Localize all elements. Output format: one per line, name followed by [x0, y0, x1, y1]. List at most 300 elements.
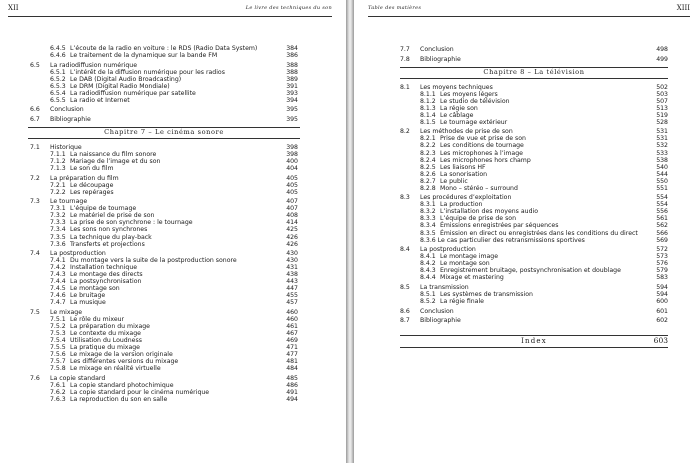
toc-entry-page: 544 [656, 170, 668, 178]
toc-entry[interactable] [400, 105, 668, 112]
toc-entry-number: 7.3.2 [50, 212, 66, 220]
toc-entry-number: 7.4.2 [50, 264, 66, 272]
toc-entry-page: 408 [286, 212, 298, 220]
toc-entry[interactable] [400, 230, 668, 237]
toc-entry[interactable] [400, 171, 668, 178]
toc-entry[interactable] [30, 330, 298, 337]
toc-entry-number: 8.2.4 [420, 156, 436, 164]
toc-entry-title: Le rôle du mixeur [70, 316, 125, 324]
toc-entry-page: 601 [656, 307, 668, 315]
toc-entry-title: Mixage et mastering [440, 274, 504, 282]
index-page-number: 603 [653, 336, 668, 346]
toc-entry-number: 8.2.1 [420, 135, 436, 143]
toc-entry-title: Les conditions de tournage [440, 142, 524, 150]
chapter-heading [28, 127, 300, 139]
toc-entry[interactable] [400, 246, 668, 253]
toc-entry[interactable] [400, 119, 668, 126]
toc-entry[interactable] [30, 396, 298, 403]
toc-entry-page: 477 [286, 351, 298, 359]
toc-entry[interactable] [30, 271, 298, 278]
toc-entry-number: 8.3.4 [420, 222, 436, 230]
toc-entry-title: Les liaisons HF [440, 163, 486, 171]
toc-entry-page: 532 [656, 142, 668, 150]
toc-entry-title: La technique du play-back [70, 233, 152, 241]
toc-entry-page: 531 [656, 135, 668, 143]
toc-entry[interactable] [30, 151, 298, 158]
page-number: XII [8, 4, 19, 12]
toc-entry[interactable] [30, 182, 298, 189]
toc-entry-page: 484 [286, 365, 298, 373]
toc-entry-title: Les différentes versions du mixage [70, 358, 179, 366]
chapter-title: Chapitre 7 – Le cinéma sonore [100, 128, 228, 136]
toc-entry-number: 7.4 [30, 250, 40, 258]
toc-entry-number: 7.3.1 [50, 205, 66, 213]
toc-entry-title: Le montage son [440, 260, 490, 268]
running-header-left [8, 4, 332, 17]
toc-entry-page: 443 [286, 278, 298, 286]
toc-entries-before-chapter [30, 45, 298, 123]
toc-entry-number: 6.5.1 [50, 68, 66, 76]
toc-entry-title: Du montage vers la suite de la postproduction sonore [70, 257, 237, 265]
toc-entry-page: 538 [656, 156, 668, 164]
toc-entry-number: 8.4.3 [420, 267, 436, 275]
toc-entry-number: 7.3.6 [50, 240, 66, 248]
toc-entry[interactable] [30, 45, 298, 52]
chapter-heading [400, 67, 668, 79]
toc-entry-number: 7.5.7 [50, 358, 66, 366]
toc-entry[interactable] [400, 128, 668, 135]
toc-entry-title: Les moyens légers [440, 90, 498, 98]
toc-entry-number: 7.2.2 [50, 188, 66, 196]
toc-entry-page: 395 [286, 115, 298, 123]
toc-entry-page: 386 [286, 52, 298, 60]
toc-entry[interactable] [400, 260, 668, 267]
toc-entry-page: 583 [656, 274, 668, 282]
toc-entry-page: 425 [286, 226, 298, 234]
toc-entry-page: 528 [656, 118, 668, 126]
running-title: Le livre des techniques du son [245, 5, 332, 11]
toc-entry-page: 461 [286, 323, 298, 331]
toc-entry-page: 460 [286, 309, 298, 316]
toc-entry-page: 407 [286, 205, 298, 213]
toc-entry[interactable] [30, 250, 298, 257]
toc-entry-number: 6.5.4 [50, 89, 66, 97]
toc-entry-title: La préparation du mixage [70, 323, 150, 331]
toc-entry[interactable] [400, 46, 668, 53]
toc-entry-page: 405 [286, 174, 298, 182]
toc-entry-number: 7.2.1 [50, 181, 66, 189]
toc-entry-title: La naissance du film sonore [70, 151, 157, 159]
toc-entry[interactable] [400, 135, 668, 142]
toc-entry-page: 455 [286, 292, 298, 300]
toc-entry[interactable] [30, 212, 298, 219]
toc-entry-page: 400 [286, 158, 298, 166]
toc-entry[interactable] [400, 150, 668, 157]
right-page [354, 0, 700, 463]
toc-chapter-entries [30, 144, 298, 403]
toc-entry[interactable] [400, 56, 668, 63]
toc-entry[interactable] [30, 175, 298, 182]
toc-entry[interactable] [30, 257, 298, 264]
toc-entry[interactable] [400, 164, 668, 171]
toc-entry[interactable] [30, 165, 298, 172]
toc-entry[interactable] [400, 157, 668, 164]
toc-entry-number: 8.7 [400, 317, 410, 325]
toc-entry-title: La régie finale [440, 297, 484, 305]
toc-entry-page: 481 [286, 358, 298, 366]
toc-entry-page: 533 [656, 149, 668, 157]
toc-entry-number: 6.5 [30, 61, 40, 69]
toc-entry-number: 7.5.2 [50, 323, 66, 331]
toc-entry[interactable] [30, 144, 298, 151]
toc-entry[interactable] [30, 69, 298, 76]
toc-entry-page: 579 [656, 267, 668, 275]
toc-entry[interactable] [30, 299, 298, 306]
toc-entry-page: 395 [286, 106, 298, 114]
toc-entry-title: Le câblage [440, 111, 474, 119]
toc-entry-page: 394 [286, 96, 298, 104]
toc-entry-page: 426 [286, 240, 298, 248]
toc-entry-title: Le matériel de prise de son [70, 212, 155, 220]
toc-entry[interactable] [30, 375, 298, 382]
toc-entry-number: 6.7 [30, 115, 40, 123]
toc-entry-page: 391 [286, 82, 298, 90]
toc-entry[interactable] [30, 278, 298, 285]
toc-entry[interactable] [400, 317, 668, 324]
toc-entry-page: 426 [286, 233, 298, 241]
toc-entry-number: 8.2.5 [420, 163, 436, 171]
toc-entry[interactable] [400, 222, 668, 229]
toc-entry-page: 594 [656, 290, 668, 298]
toc-entry-page: 600 [656, 297, 668, 305]
toc-entry-title: Le son du film [70, 165, 114, 173]
toc-entry-title: Enregistrement bruitage, postsynchronisation et doublage [440, 267, 621, 275]
toc-entry-title: La radio et Internet [70, 96, 130, 104]
toc-entry-title: La transmission [420, 283, 469, 291]
toc-entry-title: Le montage image [440, 253, 499, 261]
toc-entry-number: 7.5.5 [50, 344, 66, 352]
toc-entry-title: La copie standard photochimique [70, 381, 174, 389]
toc-entry-page: 430 [286, 250, 298, 258]
toc-entry-title: Le tournage extérieur [440, 118, 508, 126]
toc-entry-number: 7.4.6 [50, 292, 66, 300]
toc-entry[interactable] [400, 267, 668, 274]
toc-entry-number: 6.4.6 [50, 52, 66, 60]
toc-entry-page: 491 [286, 389, 298, 397]
toc-entry-number: 8.3.3 [420, 215, 436, 223]
toc-entry-title: La postproduction [420, 246, 476, 254]
toc-entry-number: 7.1.3 [50, 165, 66, 173]
toc-entry-title: Le bruitage [70, 292, 106, 300]
toc-entry-title: Bibliographie [420, 55, 461, 63]
toc-entry-number: 7.5 [30, 309, 40, 316]
toc-entry-page: 485 [286, 374, 298, 382]
book-gutter [346, 0, 354, 463]
toc-entry-title: La musique [70, 299, 106, 307]
toc-entry-page: 572 [656, 246, 668, 254]
toc-entry-title: Conclusion [50, 106, 84, 114]
toc-entry-page: 404 [286, 165, 298, 173]
toc-entry-title: Conclusion [420, 307, 454, 315]
toc-entry-number: 7.3.5 [50, 233, 66, 241]
toc-entry-number: 6.5.5 [50, 96, 66, 104]
toc-entry-number: 7.2 [30, 174, 40, 182]
toc-entry-title: L’installation des moyens audio [440, 208, 539, 216]
toc-entry-page: 405 [286, 188, 298, 196]
toc-entry-title: Les repérages [70, 188, 114, 196]
toc-entry[interactable] [400, 142, 668, 149]
toc-entry-number: 8.4.4 [420, 274, 436, 282]
toc-entry-title: Mariage de l’image et du son [70, 158, 161, 166]
toc-entry-number: 7.1.2 [50, 158, 66, 166]
toc-entry[interactable] [30, 106, 298, 113]
toc-entry-title: Les systèmes de transmission [440, 290, 533, 298]
toc-entry-title: Conclusion [420, 46, 454, 53]
toc-entry[interactable] [30, 285, 298, 292]
toc-entry-number: 8.1.1 [420, 90, 436, 98]
toc-entry-page: 388 [286, 61, 298, 69]
toc-entry-number: 6.4.5 [50, 45, 66, 52]
toc-entry-page: 398 [286, 143, 298, 151]
toc-entry-number: 8.5 [400, 283, 410, 291]
toc-entry[interactable] [30, 158, 298, 165]
toc-column-left [30, 45, 298, 403]
toc-entry-title: Le studio de télévision [440, 97, 510, 105]
toc-entry-page: 569 [656, 236, 668, 244]
toc-entry-title: Émission en direct ou enregistrées dans les conditions du direct [440, 229, 638, 237]
toc-entry-number: 8.5.1 [420, 290, 436, 298]
toc-entry[interactable] [400, 253, 668, 260]
toc-entry-title: Bibliographie [420, 317, 461, 325]
toc-entry[interactable] [400, 291, 668, 298]
toc-entry-number: 8.6 [400, 307, 410, 315]
chapter-title: Chapitre 8 – La télévision [479, 68, 588, 76]
toc-entry-title: La reproduction du son en salle [70, 396, 168, 404]
toc-entry-page: 562 [656, 222, 668, 230]
toc-entry-title: La prise de son synchrone : le tournage [70, 219, 193, 227]
toc-entry-page: 499 [656, 55, 668, 63]
toc-entry[interactable] [30, 116, 298, 123]
toc-entry-page: 507 [656, 97, 668, 105]
toc-entry[interactable] [400, 112, 668, 119]
toc-entry-page: 471 [286, 344, 298, 352]
toc-entry[interactable] [30, 234, 298, 241]
toc-entry-title: Prise de vue et prise de son [440, 135, 526, 143]
toc-entry-title: La copie standard [50, 374, 106, 382]
toc-entry-title: La sonorisation [440, 170, 488, 178]
toc-entry-page: 405 [286, 181, 298, 189]
toc-entry-title: La copie standard pour le cinéma numérique [70, 389, 210, 397]
toc-entry-number: 7.5.4 [50, 337, 66, 345]
toc-entry[interactable] [30, 90, 298, 97]
toc-entry-title: Les procédures d’exploitation [420, 194, 512, 202]
toc-entry-title: Mono – stéréo – surround [440, 184, 518, 192]
toc-entry-number: 8.2.2 [420, 142, 436, 150]
toc-entry[interactable] [30, 241, 298, 248]
toc-entry[interactable] [30, 226, 298, 233]
toc-entry-page: 561 [656, 215, 668, 223]
toc-entry-number: 7.4.5 [50, 285, 66, 293]
toc-entry-number: 7.6.1 [50, 381, 66, 389]
toc-entry[interactable] [30, 97, 298, 104]
toc-entry-number: 8.1.5 [420, 118, 436, 126]
toc-entry-number: 7.4.1 [50, 257, 66, 265]
toc-entry-title: Le mixage en réalité virtuelle [70, 365, 161, 373]
toc-entry-page: 393 [286, 89, 298, 97]
toc-entry-page: 469 [286, 337, 298, 345]
toc-entry-number: 7.5.1 [50, 316, 66, 324]
toc-entry[interactable] [30, 219, 298, 226]
toc-entry[interactable] [400, 237, 668, 244]
toc-entry-title: Le contexte du mixage [70, 330, 141, 338]
toc-entry[interactable] [30, 292, 298, 299]
toc-entry[interactable] [400, 194, 668, 201]
toc-entry-number: 7.4.3 [50, 271, 66, 279]
toc-entry-title: La radiodiffusion numérique par satellite [70, 89, 196, 97]
toc-entry-page: 467 [286, 330, 298, 338]
toc-entry-title: Les microphones hors champ [440, 156, 531, 164]
toc-entry-page: 566 [656, 229, 668, 237]
toc-entry-number: 8.4 [400, 246, 410, 254]
toc-entry[interactable] [30, 309, 298, 316]
toc-entry-number: 6.5.3 [50, 82, 66, 90]
toc-entry-page: 388 [286, 68, 298, 76]
toc-entry-page: 519 [656, 111, 668, 119]
toc-entry-page: 556 [656, 208, 668, 216]
toc-entry[interactable] [30, 389, 298, 396]
toc-entry[interactable] [30, 189, 298, 196]
toc-chapter-entries [400, 84, 668, 325]
toc-entry-page: 431 [286, 264, 298, 272]
toc-entry-number: 7.4.7 [50, 299, 66, 307]
toc-entry-page: 531 [656, 128, 668, 136]
toc-entry-page: 594 [656, 283, 668, 291]
toc-entry-number: 8.2.8 [420, 184, 436, 192]
toc-entry-page: 503 [656, 90, 668, 98]
toc-entry-title: La pratique du mixage [70, 344, 140, 352]
toc-entry-number: 7.3.3 [50, 219, 66, 227]
toc-entry-page: 554 [656, 201, 668, 209]
toc-entry-number: 7.1.1 [50, 151, 66, 159]
toc-entry[interactable] [400, 274, 668, 281]
toc-entry-title: Le mixage [50, 309, 83, 316]
toc-entry-number: 8.5.2 [420, 297, 436, 305]
toc-entries-before-chapter [400, 46, 668, 63]
toc-entry[interactable] [30, 323, 298, 330]
toc-entry[interactable] [30, 337, 298, 344]
toc-entry-number: 7.8 [400, 55, 410, 63]
toc-entry[interactable] [30, 264, 298, 271]
toc-entry-page: 540 [656, 163, 668, 171]
toc-entry-number: 8.2.6 [420, 170, 436, 178]
toc-entry[interactable] [400, 185, 668, 192]
toc-entry-title: L’équipe de tournage [70, 205, 137, 213]
toc-entry-page: 502 [656, 83, 668, 91]
toc-entry[interactable] [30, 83, 298, 90]
toc-entry[interactable] [400, 284, 668, 291]
toc-entry-title: La postsynchronisation [70, 278, 142, 286]
toc-entry-title: Le mixage de la version originale [70, 351, 173, 359]
toc-entry-title: Transferts et projections [70, 240, 145, 248]
toc-entry-number: 8.3.1 [420, 201, 436, 209]
toc-entry-title: L’intérêt de la diffusion numérique pour les radios [70, 68, 225, 76]
toc-entry-title: Le montage son [70, 285, 120, 293]
toc-entry-title: Le public [440, 177, 468, 185]
toc-entry[interactable] [30, 365, 298, 372]
toc-entry-number: 8.2.3 [420, 149, 436, 157]
toc-entry-title: Installation technique [70, 264, 138, 272]
toc-entry-number: 8.1.2 [420, 97, 436, 105]
toc-entry-title: Les moyens techniques [420, 83, 493, 91]
toc-entry-number: 8.2.7 [420, 177, 436, 185]
toc-entry-page: 447 [286, 285, 298, 293]
toc-entry-title: Émissions enregistrées par séquences [440, 222, 559, 230]
toc-entry-page: 407 [286, 198, 298, 206]
toc-entry-page: 438 [286, 271, 298, 279]
toc-entry[interactable] [30, 62, 298, 69]
toc-entry-page: 389 [286, 75, 298, 83]
toc-entry-number: 8.4.1 [420, 253, 436, 261]
toc-entry-title: Les microphones à l’image [440, 149, 523, 157]
toc-entry-number: 8.1.3 [420, 104, 436, 112]
index-heading[interactable] [400, 335, 668, 348]
toc-entry-number: 7.6.2 [50, 389, 66, 397]
toc-entry[interactable] [400, 308, 668, 315]
toc-entry-number: 8.2 [400, 128, 410, 136]
toc-entry-title: La production [440, 201, 483, 209]
toc-entry-page: 460 [286, 316, 298, 324]
toc-entry-page: 494 [286, 396, 298, 404]
toc-entry-number: 7.3.4 [50, 226, 66, 234]
toc-entry[interactable] [30, 382, 298, 389]
toc-entry-title: 8.3.6 Le cas particulier des retransmissions sportives [420, 236, 585, 244]
toc-entry[interactable] [400, 98, 668, 105]
running-title: Table des matières [368, 5, 422, 11]
toc-entry-number: 7.3 [30, 198, 40, 206]
toc-entry-title: La radiodiffusion numérique [50, 61, 138, 69]
toc-entry[interactable] [400, 201, 668, 208]
toc-column-right [400, 46, 668, 348]
toc-entry[interactable] [30, 344, 298, 351]
toc-entry-title: Le DRM (Digital Radio Mondiale) [70, 82, 170, 90]
toc-entry-page: 550 [656, 177, 668, 185]
toc-entry-title: La préparation du film [50, 174, 119, 182]
left-page [0, 0, 346, 463]
index-label: Index [521, 337, 547, 346]
toc-entry-number: 7.7 [400, 46, 410, 53]
toc-entry-page: 554 [656, 194, 668, 202]
toc-entry-number: 6.5.2 [50, 75, 66, 83]
toc-entry[interactable] [400, 298, 668, 305]
toc-entry-number: 7.6.3 [50, 396, 66, 404]
toc-entry-title: Le traitement de la dynamique sur la bande FM [70, 52, 218, 60]
toc-entry-number: 7.1 [30, 143, 40, 151]
toc-entry-number: 8.3 [400, 194, 410, 202]
toc-entry-number: 8.4.2 [420, 260, 436, 268]
toc-entry[interactable] [400, 178, 668, 185]
toc-entry-title: Le montage des directs [70, 271, 143, 279]
toc-entry[interactable] [30, 76, 298, 83]
toc-entry-page: 513 [656, 104, 668, 112]
toc-entry-page: 498 [656, 46, 668, 53]
toc-entry[interactable] [400, 91, 668, 98]
toc-entry[interactable] [400, 84, 668, 91]
toc-entry-page: 602 [656, 317, 668, 325]
toc-entry-title: Historique [50, 143, 82, 151]
toc-entry[interactable] [30, 52, 298, 59]
toc-entry-page: 573 [656, 253, 668, 261]
toc-entry-number: 7.5.8 [50, 365, 66, 373]
